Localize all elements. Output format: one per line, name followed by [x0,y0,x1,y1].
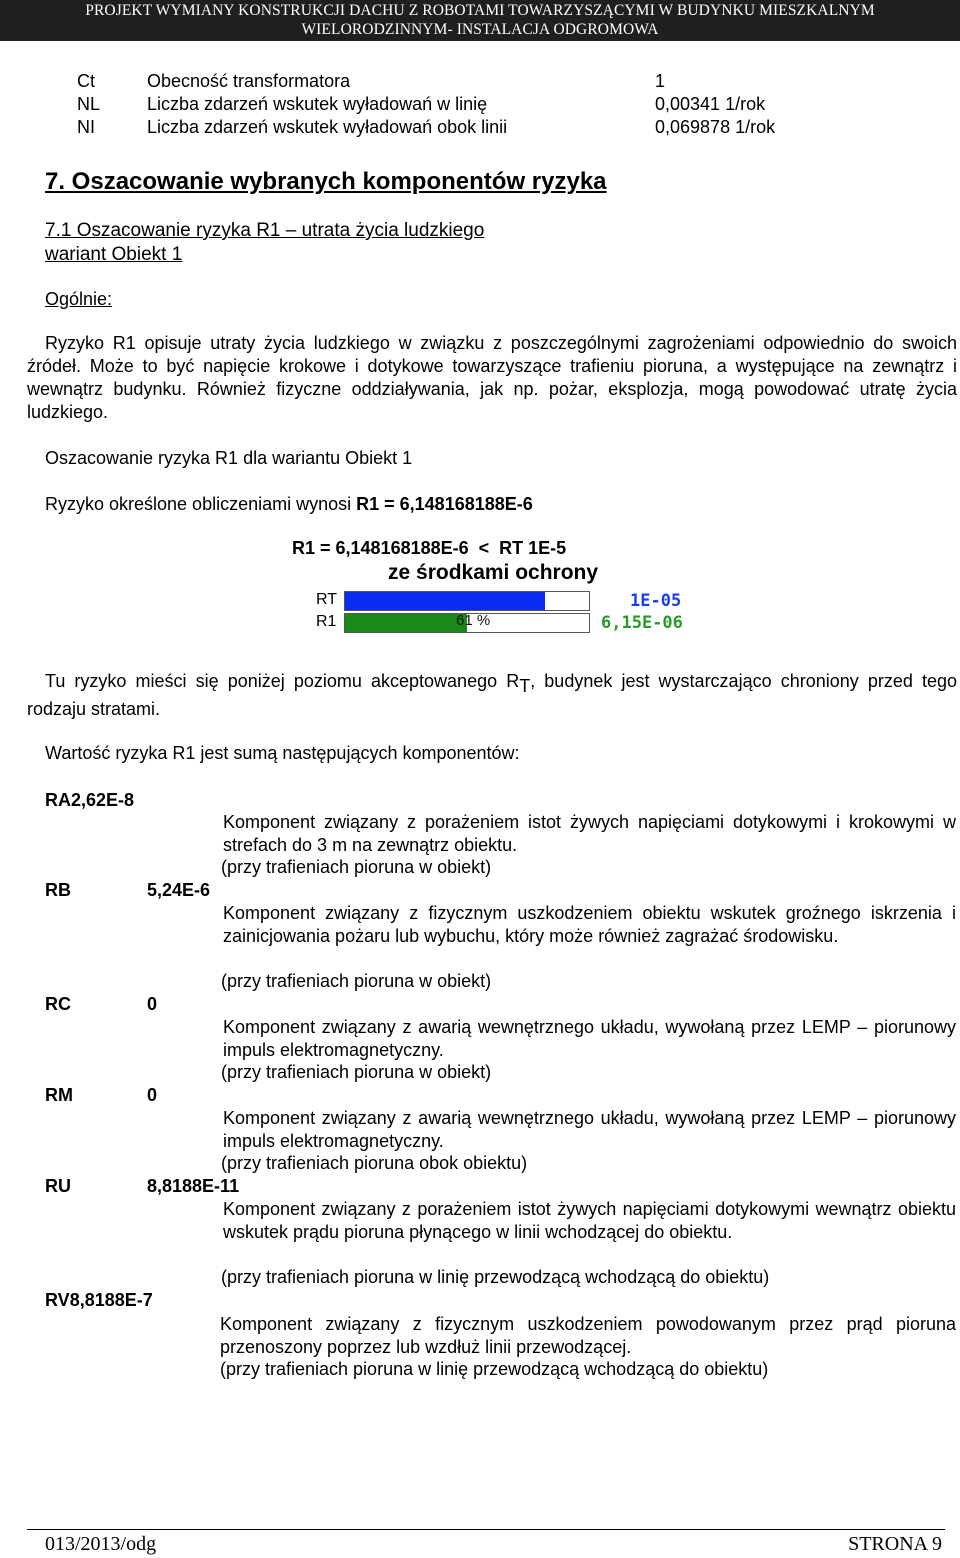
component-note: (przy trafieniach pioruna w obiekt) [221,971,492,991]
bar-rt [344,591,590,611]
component-description: Komponent związany z awarią wewnętrznego układu, wywołaną przez LEMP – piorunowy impuls elektromagnetyczny. [223,1108,956,1151]
header-line-1: PROJEKT WYMIANY KONSTRUKCJI DACHU Z ROBOTAMI TOWARZYSZĄCYMI W BUDYNKU MIESZKALNYM [85,2,875,19]
param-description: Liczba zdarzeń wskutek wyładowań w linię [147,94,488,114]
footer-doc-number: 013/2013/odg [45,1533,157,1555]
subsection-title-line-2: wariant Obiekt 1 [45,244,183,265]
param-description: Obecność transformatora [147,71,351,91]
general-label: Ogólnie: [45,289,113,309]
component-value: 8,8188E-11 [147,1176,240,1196]
component-code [45,1290,153,1311]
param-value: 0,00341 1/rok [655,94,766,114]
component-note: (przy trafieniach pioruna w obiekt) [221,857,492,877]
bar-rt-fill [345,592,545,610]
param-description: Liczba zdarzeń wskutek wyładowań obok linii [147,117,508,137]
bar-r1-value: 6,15E-06 [601,613,683,633]
subsection-title-line-1: 7.1 Oszacowanie ryzyka R1 – utrata życia ludzkiego [45,220,485,241]
document-header [0,0,960,41]
footer-page-number: STRONA 9 [848,1533,942,1555]
component-description: Komponent związany z fizycznym uszkodzeniem obiektu wskutek groźnego iskrzenia i zainicjowania pożaru lub wybuchu, który może również zagrażać środowisku. [223,903,956,946]
general-text: Ryzyko R1 opisuje utraty życia ludzkiego w związku z poszczególnymi zagrożeniami odpowiednio do swoich źródeł. Może to być napięcie krokowe i dotykowe towarzyszące trafieniu pioruna, a występujące na zewnątrz i wewnątrz budynku. Również fizyczne oddziaływania, jak np. pożar, eksplozja, mogą powodować utratę życia ludzkiego. [27,333,957,422]
param-symbol: Ct [77,71,95,91]
section-title: 7. Oszacowanie wybranych komponentów ryzyka [45,168,607,195]
component-note: (przy trafieniach pioruna w linię przewodzącą wchodzącą do obiektu) [221,1267,770,1287]
param-symbol: NL [77,94,101,114]
subsection-title [45,219,484,267]
bar-r1-percent: 61 % [456,612,491,629]
conclusion-text-1: Tu ryzyko mieści się poniżej poziomu akceptowanego R [45,671,520,691]
bar-label-rt: RT [316,591,338,608]
header-line-2: WIELORODZINNYM- INSTALACJA ODGROMOWA [301,21,659,38]
bar-rt-value: 1E-05 [630,591,682,611]
component-note: (przy trafieniach pioruna w linię przewodzącą wchodzącą do obiektu) [220,1359,769,1379]
component-value: 2,62E-8 [71,790,135,810]
footer-divider [27,1529,945,1530]
computed-risk-prefix: Ryzyko określone obliczeniami wynosi [45,494,357,514]
computed-risk-value: R1 = 6,148168188E-6 [356,494,533,514]
component-description: Komponent związany z porażeniem istot żywych napięciami dotykowymi i krokowymi w strefach do 3 m na zewnątrz obiektu. [223,812,956,855]
component-code [45,790,134,811]
computed-risk [45,494,533,515]
risk-comparison: R1 = 6,148168188E-6 < RT 1E-5 [292,538,567,558]
general-paragraph [27,332,957,424]
bar-label-r1: R1 [316,613,337,630]
component-note: (przy trafieniach pioruna obok obiektu) [221,1153,528,1173]
component-description: Komponent związany z porażeniem istot żywych napięciami dotykowymi wewnątrz obiektu wskutek prądu pioruna płynącego w linii wchodzącej do obiektu. [223,1199,956,1242]
component-description: Komponent związany z fizycznym uszkodzeniem powodowanym przez prąd pioruna przenoszony poprzez lub wzdłuż linii przewodzącej. [220,1314,956,1357]
component-code: RC [45,994,71,1014]
conclusion-subscript: T [519,676,531,696]
component-value: 0 [147,1085,158,1105]
component-code: RB [45,880,71,900]
component-code-label: RV [45,1290,70,1310]
estimate-title: Oszacowanie ryzyka R1 dla wariantu Obiekt 1 [45,448,413,468]
component-value: 8,8188E-7 [69,1290,153,1310]
param-value: 1 [655,71,666,91]
param-symbol: NI [77,117,95,137]
component-code: RU [45,1176,71,1196]
protection-label: ze środkami ochrony [388,561,599,584]
component-value: 0 [147,994,158,1014]
conclusion-paragraph [27,667,957,723]
param-value: 0,069878 1/rok [655,117,776,137]
bar-r1-fill [345,614,467,632]
component-note: (przy trafieniach pioruna w obiekt) [221,1062,492,1082]
component-code: RM [45,1085,73,1105]
component-description: Komponent związany z awarią wewnętrznego układu, wywołaną przez LEMP – piorunowy impuls elektromagnetyczny. [223,1017,956,1060]
sum-intro: Wartość ryzyka R1 jest sumą następujących komponentów: [45,743,520,763]
component-code-label: RA [45,790,71,810]
component-value: 5,24E-6 [147,880,211,900]
conclusion-text-2: , budynek jest wystarczająco chroniony przed tego rodzaju stratami. [27,671,957,719]
